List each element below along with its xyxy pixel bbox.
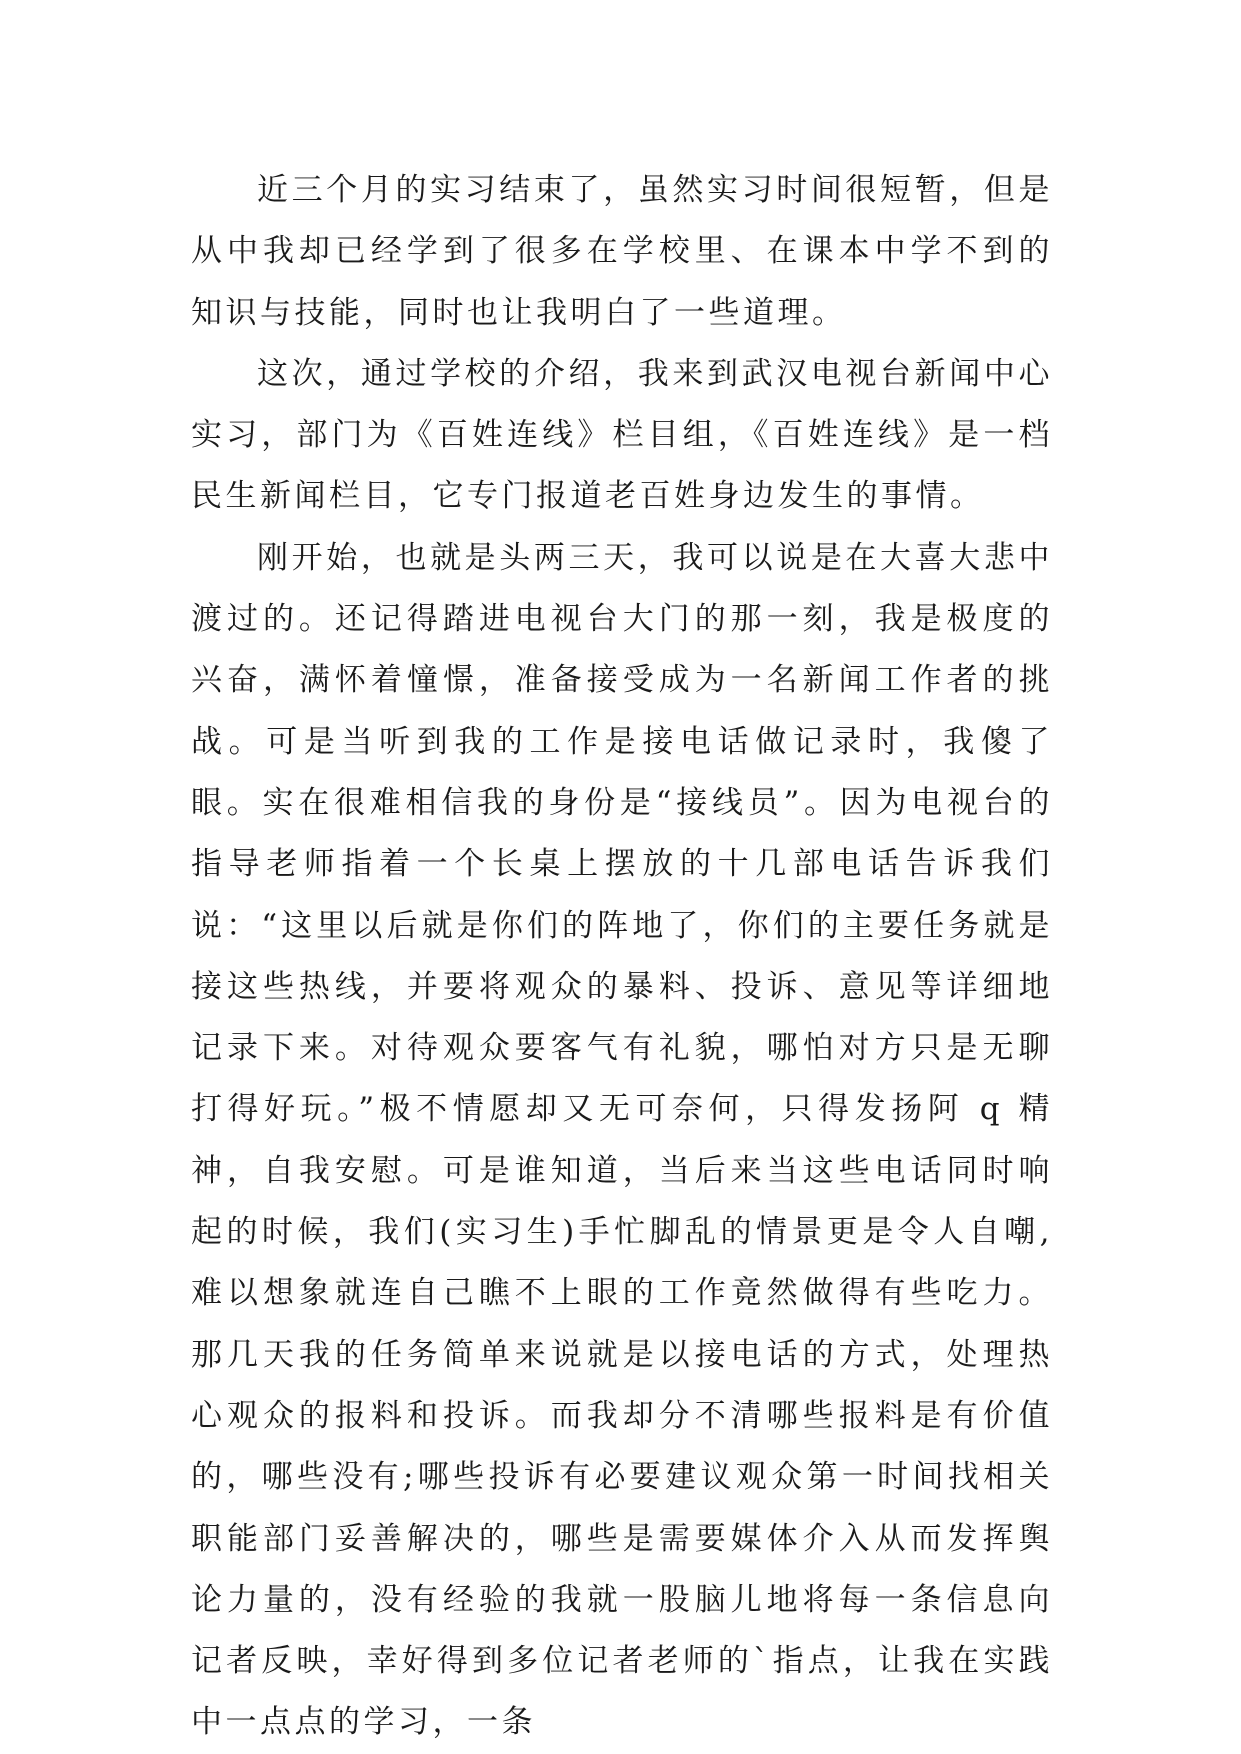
paragraph-intro: 近三个月的实习结束了，虽然实习时间很短暂，但是从中我却已经学到了很多在学校里、在课本中学不到的知识与技能，同时也让我明白了一些道理。: [191, 172, 1053, 331]
paragraph-internship-placement: 这次，通过学校的介绍，我来到武汉电视台新闻中心实习，部门为《百姓连线》栏目组，《百姓连线》是一档民生新闻栏目，它专门报道老百姓身边发生的事情。: [191, 355, 1053, 515]
document-body: [191, 160, 1053, 1754]
paragraph-first-days: 刚开始，也就是头两三天，我可以说是在大喜大悲中渡过的。还记得踏进电视台大门的那一刻，我是极度的兴奋，满怀着憧憬，准备接受成为一名新闻工作者的挑战。可是当听到我的工作是接电话做记录时，我傻了眼。实在很难相信我的身份是“接线员”。因为电视台的指导老师指着一个长桌上摆放的十几部电话告诉我们说：“这里以后就是你们的阵地了，你们的主要任务就是接这些热线，并要将观众的暴料、投诉、意见等详细地记录下来。对待观众要客气有礼貌，哪怕对方只是无聊打得好玩。”极不情愿却又无可奈何，只得发扬阿 q 精神，自我安慰。可是谁知道，当后来当这些电话同时响起的时候，我们(实习生)手忙脚乱的情景更是令人自嘲,难以想象就连自己瞧不上眼的工作竟然做得有些吃力。那几天我的任务简单来说就是以接电话的方式，处理热心观众的报料和投诉。而我却分不清哪些报料是有价值的，哪些没有;哪些投诉有必要建议观众第一时间找相关职能部门妥善解决的，哪些是需要媒体介入从而发挥舆论力量的，没有经验的我就一股脑儿地将每一条信息向记者反映，幸好得到多位记者老师的`指点，让我在实践中一点点的学习，一条: [191, 539, 1053, 1741]
